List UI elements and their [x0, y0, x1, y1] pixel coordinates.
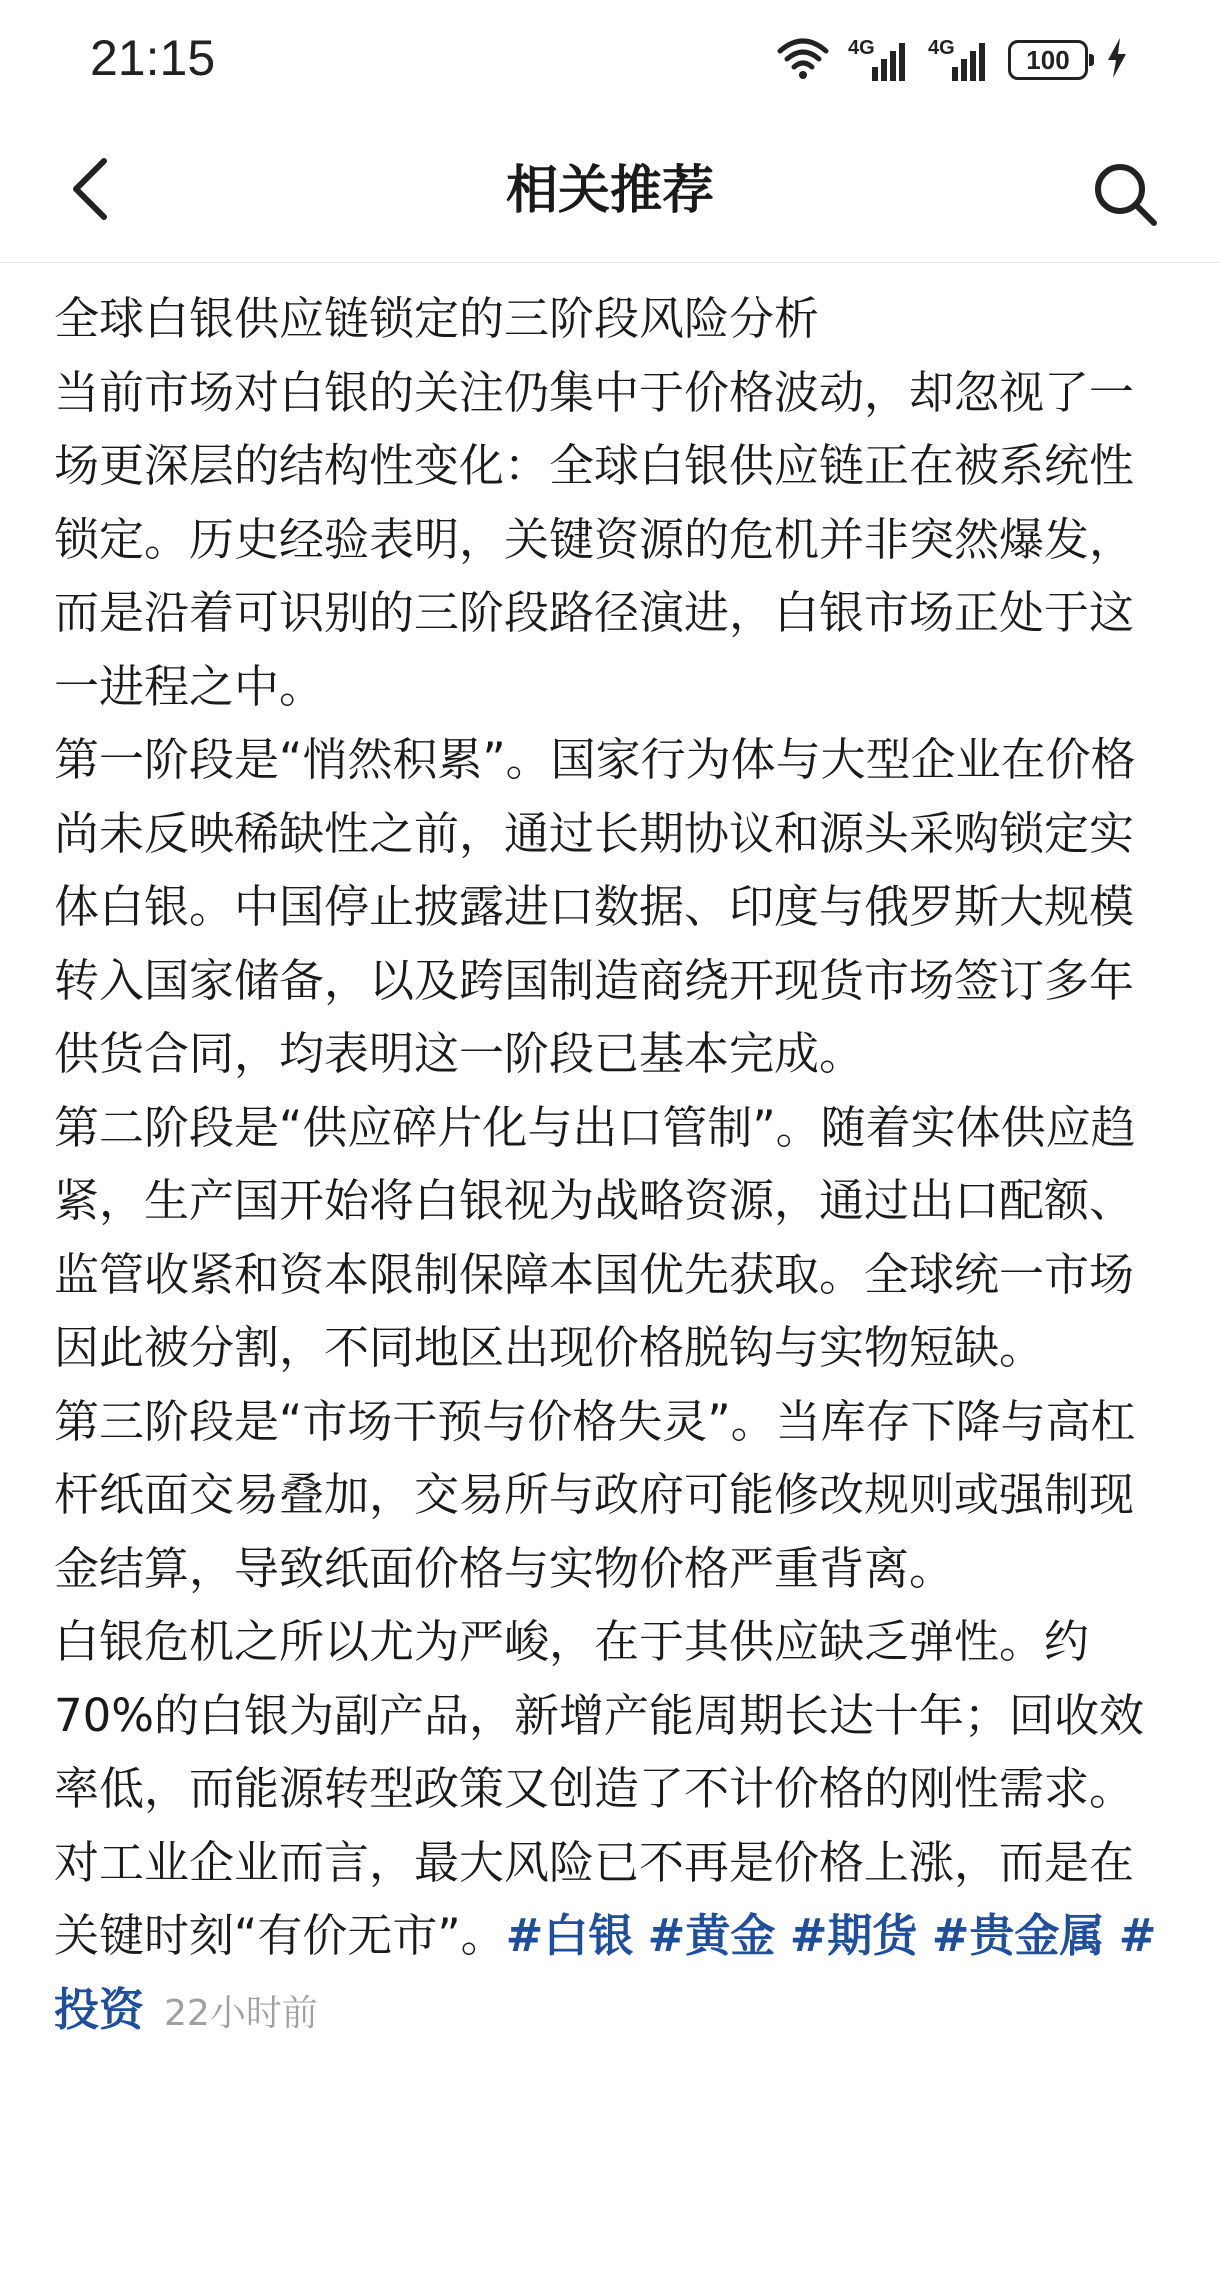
- status-bar: [0, 0, 1220, 120]
- network-type-label: 4G: [848, 37, 875, 59]
- hashtag-link[interactable]: #黄金: [647, 1909, 776, 1962]
- hashtag-link[interactable]: #期货: [789, 1909, 918, 1962]
- wifi-icon: [776, 35, 830, 85]
- post-paragraph: 第三阶段是“市场干预与价格失灵”。当库存下降与高杠杆纸面交易叠加，交易所与政府可能修改规则或强制现金结算，导致纸面价格与实物价格严重背离。: [54, 1394, 1136, 1595]
- hashtag-link[interactable]: #投资: [54, 1909, 1157, 2036]
- battery-indicator: 100: [1008, 40, 1088, 80]
- post-paragraph: 第二阶段是“供应碎片化与出口管制”。随着实体供应趋紧，生产国开始将白银视为战略资源，通过出口配额、监管收紧和资本限制保障本国优先获取。全球统一市场因此被分割，不同地区出现价格脱钩与实物短缺。: [54, 1100, 1136, 1374]
- network-type-label: 4G: [928, 37, 955, 59]
- page-title: 相关推荐: [505, 161, 714, 221]
- post-paragraph: 第一阶段是“悄然积累”。国家行为体与大型企业在价格尚未反映稀缺性之前，通过长期协议和源头采购锁定实体白银。中国停止披露进口数据、印度与俄罗斯大规模转入国家储备，以及跨国制造商绕开现货市场签订多年供货合同，均表明这一阶段已基本完成。: [54, 733, 1136, 1080]
- post-content: [54, 282, 1170, 2050]
- post-paragraph: 当前市场对白银的关注仍集中于价格波动，却忽视了一场更深层的结构性变化：全球白银供应链正在被系统性锁定。历史经验表明，关键资源的危机并非突然爆发，而是沿着可识别的三阶段路径演进，白银市场正处于这一进程之中。: [54, 365, 1135, 713]
- top-nav-bar: [0, 120, 1220, 263]
- hashtag-link[interactable]: #白银: [505, 1909, 634, 1962]
- signal-icon: [848, 37, 910, 83]
- post-paragraph: 白银危机之所以尤为严峻，在于其供应缺乏弹性。约70%的白银为副产品，新增产能周期长达十年；回收效率低，而能源转型政策又创造了不计价格的刚性需求。对工业企业而言，最大风险已不再是价格上涨，而是在关键时刻“有价无市”。: [54, 1615, 1145, 1962]
- status-icons: [776, 32, 1128, 88]
- signal-icon: [928, 37, 990, 83]
- status-time: 21:15: [90, 30, 216, 86]
- search-icon: [1090, 159, 1160, 233]
- post-paragraph-with-tags: [54, 1605, 1170, 2050]
- search-button[interactable]: [1085, 156, 1165, 236]
- hashtag-link[interactable]: #贵金属: [931, 1909, 1105, 1962]
- post-title: 全球白银供应链锁定的三阶段风险分析: [54, 292, 820, 345]
- post-time-ago: 22小时前: [164, 1992, 318, 2034]
- charging-bolt-icon: [1106, 38, 1128, 82]
